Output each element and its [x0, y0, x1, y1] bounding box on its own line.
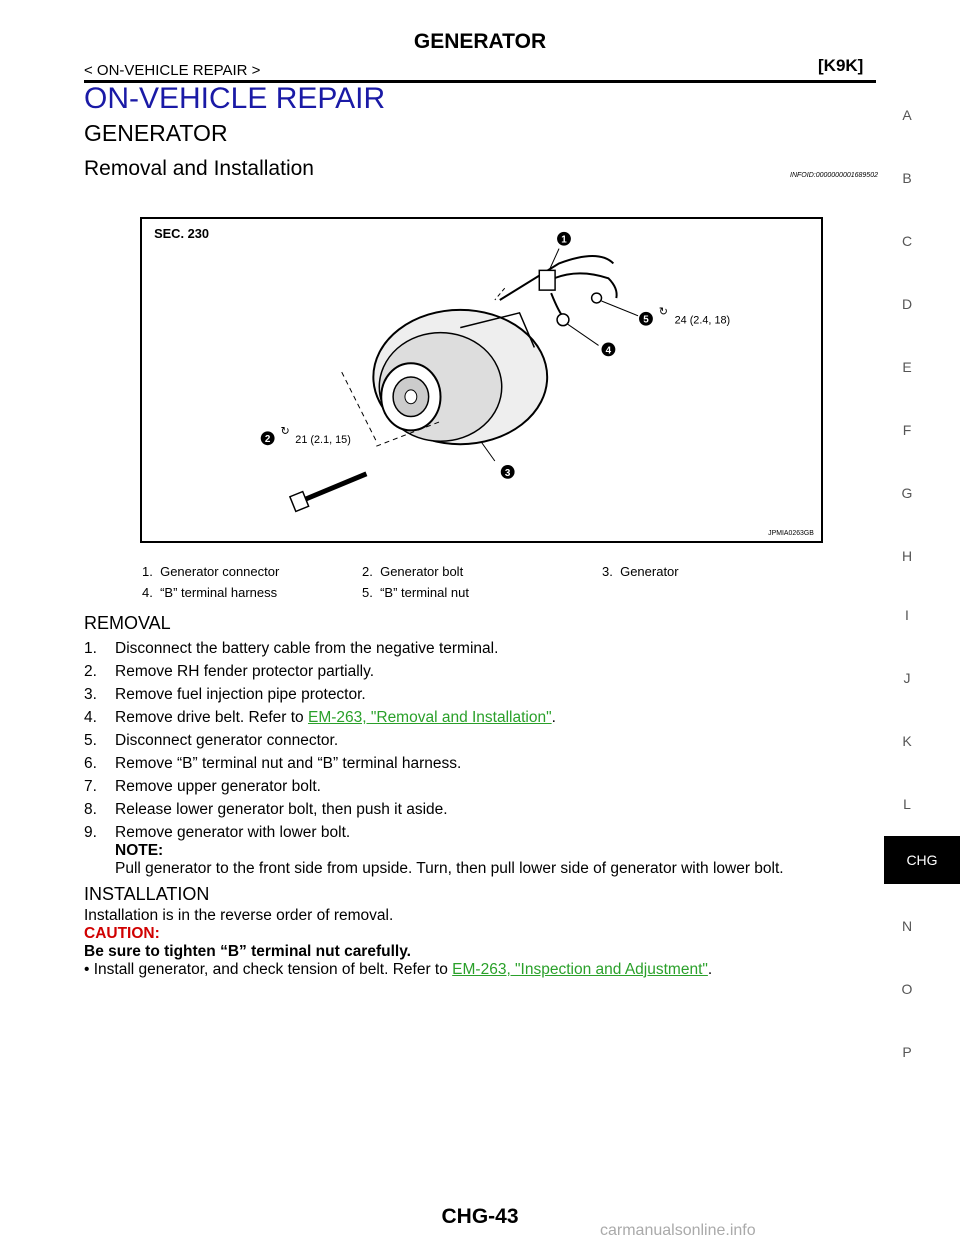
index-letter-p[interactable]: P [902, 1044, 912, 1060]
generator-illustration [140, 217, 823, 543]
index-letter-n[interactable]: N [901, 918, 913, 934]
connector-shape [539, 270, 555, 290]
installation-intro: Installation is in the reverse order of removal. [84, 907, 394, 924]
em-263-inspection-link[interactable]: EM-263, "Inspection and Adjustment" [452, 961, 708, 978]
figure-code: JPMIA0263GB [768, 530, 814, 538]
removal-step: 2. Remove RH fender protector partially. [84, 663, 375, 680]
index-letter-e[interactable]: E [902, 359, 912, 375]
torque-icon: ↻ [280, 425, 290, 438]
info-id: INFOID:0000000001689502 [790, 172, 878, 179]
legend-item: 5. “B” terminal nut [362, 585, 469, 600]
watermark: carmanualsonline.info [600, 1222, 756, 1239]
callout-5: 5 [643, 314, 649, 326]
installation-bullet: • Install generator, and check tension of belt. Refer to EM-263, "Inspection and Adjustment". [84, 961, 713, 978]
bolt-shape [290, 474, 367, 512]
index-letter-g[interactable]: G [901, 485, 913, 501]
engine-code: [K9K] [818, 56, 864, 75]
tab-chg[interactable]: CHG [884, 836, 960, 884]
index-letter-c[interactable]: C [901, 233, 913, 249]
caution-text: Be sure to tighten “B” terminal nut carefully. [84, 943, 411, 960]
installation-heading: INSTALLATION [84, 884, 210, 904]
caution-label: CAUTION: [84, 925, 160, 942]
legend-item: 4. “B” terminal harness [142, 585, 278, 600]
removal-step: 5. Disconnect generator connector. [84, 732, 339, 749]
em-263-removal-link[interactable]: EM-263, "Removal and Installation" [307, 709, 552, 726]
page-header-title: GENERATOR [413, 30, 547, 53]
index-letter-l[interactable]: L [903, 796, 911, 812]
topic-title: Removal and Installation [84, 157, 314, 180]
note-label: NOTE: [115, 842, 164, 859]
removal-step: 3. Remove fuel injection pipe protector. [84, 686, 366, 703]
removal-step: 9. Remove generator with lower bolt. [84, 824, 351, 841]
index-letter-d[interactable]: D [901, 296, 913, 312]
removal-step: 7. Remove upper generator bolt. [84, 778, 321, 795]
torque-icon: ↻ [658, 305, 668, 318]
sec-label: SEC. 230 [154, 225, 209, 241]
index-letter-k[interactable]: K [902, 733, 912, 749]
callout-1: 1 [561, 234, 567, 246]
callout-2: 2 [264, 434, 271, 446]
removal-step: 6. Remove “B” terminal nut and “B” terminal harness. [84, 755, 462, 772]
index-letter-a[interactable]: A [902, 107, 912, 123]
legend-item: 3. Generator [602, 564, 679, 579]
index-letter-i[interactable]: I [905, 607, 909, 623]
section-title: ON-VEHICLE REPAIR [84, 82, 386, 115]
legend-item: 2. Generator bolt [362, 564, 464, 579]
callout-4: 4 [605, 345, 612, 357]
index-letter-o[interactable]: O [901, 981, 913, 997]
index-letter-j[interactable]: J [903, 670, 911, 686]
note-text: Pull generator to the front side from upside. Turn, then pull lower side of generator with lower bolt. [115, 860, 784, 877]
removal-heading: REMOVAL [84, 613, 171, 633]
index-letter-h[interactable]: H [901, 548, 913, 564]
removal-step: 8. Release lower generator bolt, then push it aside. [84, 801, 448, 818]
index-letter-b[interactable]: B [902, 170, 912, 186]
subsection-title: GENERATOR [84, 120, 228, 146]
page-number: CHG-43 [441, 1205, 519, 1228]
callout-3: 3 [504, 467, 511, 479]
breadcrumb: < ON-VEHICLE REPAIR > [84, 62, 261, 79]
legend-item: 1. Generator connector [142, 564, 280, 579]
torque-2: 21 (2.1, 15) [295, 434, 351, 447]
removal-step: 4. Remove drive belt. Refer to EM-263, "Removal and Installation". [84, 709, 556, 726]
index-letter-f[interactable]: F [902, 422, 912, 438]
generator-diagram [142, 219, 821, 541]
removal-step: 1. Disconnect the battery cable from the negative terminal. [84, 640, 499, 657]
torque-5: 24 (2.4, 18) [674, 314, 731, 327]
generator-shape [373, 310, 547, 444]
